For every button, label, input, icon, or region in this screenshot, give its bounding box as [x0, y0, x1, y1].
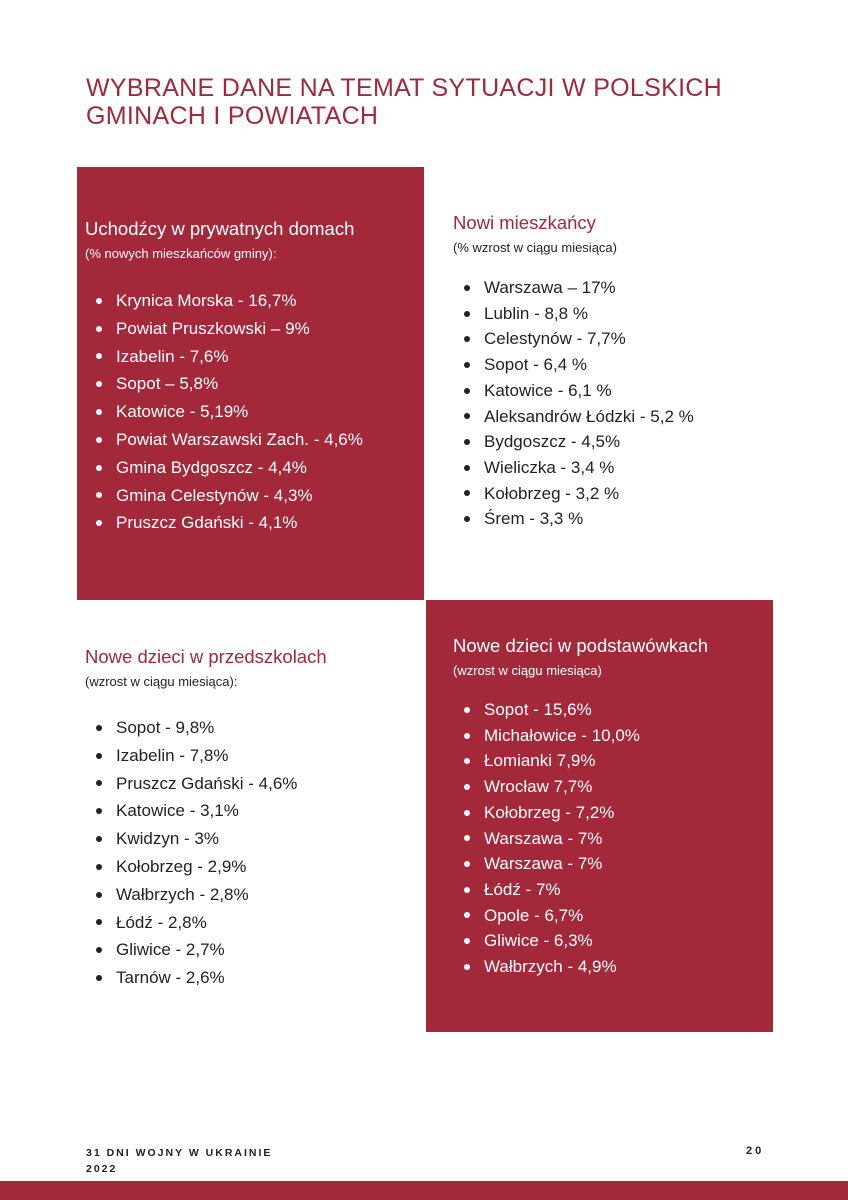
- list-item: Sopot - 6,4 %: [453, 352, 775, 378]
- list-item: Gmina Celestynów - 4,3%: [85, 482, 424, 510]
- section-heading: Nowi mieszkańcy: [453, 212, 596, 233]
- list-item: Katowice - 5,19%: [85, 398, 424, 426]
- list-item: Sopot - 9,8%: [85, 714, 425, 742]
- list-item: Kołobrzeg - 7,2%: [453, 800, 773, 826]
- data-list: [453, 275, 775, 532]
- footer-accent-bar: [0, 1181, 848, 1200]
- section-heading: Nowe dzieci w przedszkolach: [85, 646, 327, 667]
- section-new-children-primary-schools: [426, 600, 773, 1032]
- list-item: Kołobrzeg - 3,2 %: [453, 481, 775, 507]
- list-item: Lublin - 8,8 %: [453, 301, 775, 327]
- section-new-children-preschools: [77, 600, 425, 1032]
- page-title: WYBRANE DANE NA TEMAT SYTUACJI W POLSKICH GMINACH I POWIATACH: [86, 74, 723, 130]
- list-item: Aleksandrów Łódzki - 5,2 %: [453, 404, 775, 430]
- list-item: Michałowice - 10,0%: [453, 723, 773, 749]
- section-subheading: (wzrost w ciągu miesiąca): [453, 663, 602, 678]
- footer-year: 2022: [86, 1163, 118, 1175]
- list-item: Powiat Pruszkowski – 9%: [85, 315, 424, 343]
- page-number: 20: [746, 1145, 765, 1157]
- list-item: Izabelin - 7,8%: [85, 742, 425, 770]
- list-item: Krynica Morska - 16,7%: [85, 287, 424, 315]
- list-item: Pruszcz Gdański - 4,6%: [85, 770, 425, 798]
- list-item: Izabelin - 7,6%: [85, 343, 424, 371]
- section-heading: Nowe dzieci w podstawówkach: [453, 635, 709, 656]
- section-new-residents: [425, 167, 775, 600]
- list-item: Wrocław 7,7%: [453, 774, 773, 800]
- list-item: Powiat Warszawski Zach. - 4,6%: [85, 426, 424, 454]
- list-item: Warszawa - 7%: [453, 851, 773, 877]
- list-item: Katowice - 6,1 %: [453, 378, 775, 404]
- list-item: Wieliczka - 3,4 %: [453, 455, 775, 481]
- list-item: Gliwice - 6,3%: [453, 928, 773, 954]
- section-heading: Uchodźcy w prywatnych domach: [85, 218, 355, 239]
- list-item: Łódź - 7%: [453, 877, 773, 903]
- section-refugees-private-homes: [77, 167, 424, 600]
- list-item: Wałbrzych - 2,8%: [85, 881, 425, 909]
- data-list: [85, 287, 424, 537]
- footer-line: 31 DNI WOJNY W UKRAINIE: [86, 1147, 273, 1159]
- data-list: [453, 697, 773, 980]
- list-item: Łódź - 2,8%: [85, 909, 425, 937]
- list-item: Tarnów - 2,6%: [85, 964, 425, 992]
- list-item: Gliwice - 2,7%: [85, 936, 425, 964]
- list-item: Gmina Bydgoszcz - 4,4%: [85, 454, 424, 482]
- list-item: Warszawa - 7%: [453, 826, 773, 852]
- list-item: Śrem - 3,3 %: [453, 506, 775, 532]
- list-item: Warszawa – 17%: [453, 275, 775, 301]
- section-subheading: (wzrost w ciągu miesiąca):: [85, 674, 238, 689]
- list-item: Bydgoszcz - 4,5%: [453, 429, 775, 455]
- list-item: Kołobrzeg - 2,9%: [85, 853, 425, 881]
- footer-publication-title: [86, 1145, 272, 1177]
- section-subheading: (% nowych mieszkańców gminy):: [85, 246, 277, 261]
- list-item: Kwidzyn - 3%: [85, 825, 425, 853]
- data-list: [85, 714, 425, 992]
- list-item: Katowice - 3,1%: [85, 797, 425, 825]
- list-item: Pruszcz Gdański - 4,1%: [85, 509, 424, 537]
- list-item: Łomianki 7,9%: [453, 748, 773, 774]
- list-item: Sopot - 15,6%: [453, 697, 773, 723]
- list-item: Celestynów - 7,7%: [453, 326, 775, 352]
- list-item: Wałbrzych - 4,9%: [453, 954, 773, 980]
- list-item: Opole - 6,7%: [453, 903, 773, 929]
- list-item: Sopot – 5,8%: [85, 370, 424, 398]
- section-subheading: (% wzrost w ciągu miesiąca): [453, 240, 617, 255]
